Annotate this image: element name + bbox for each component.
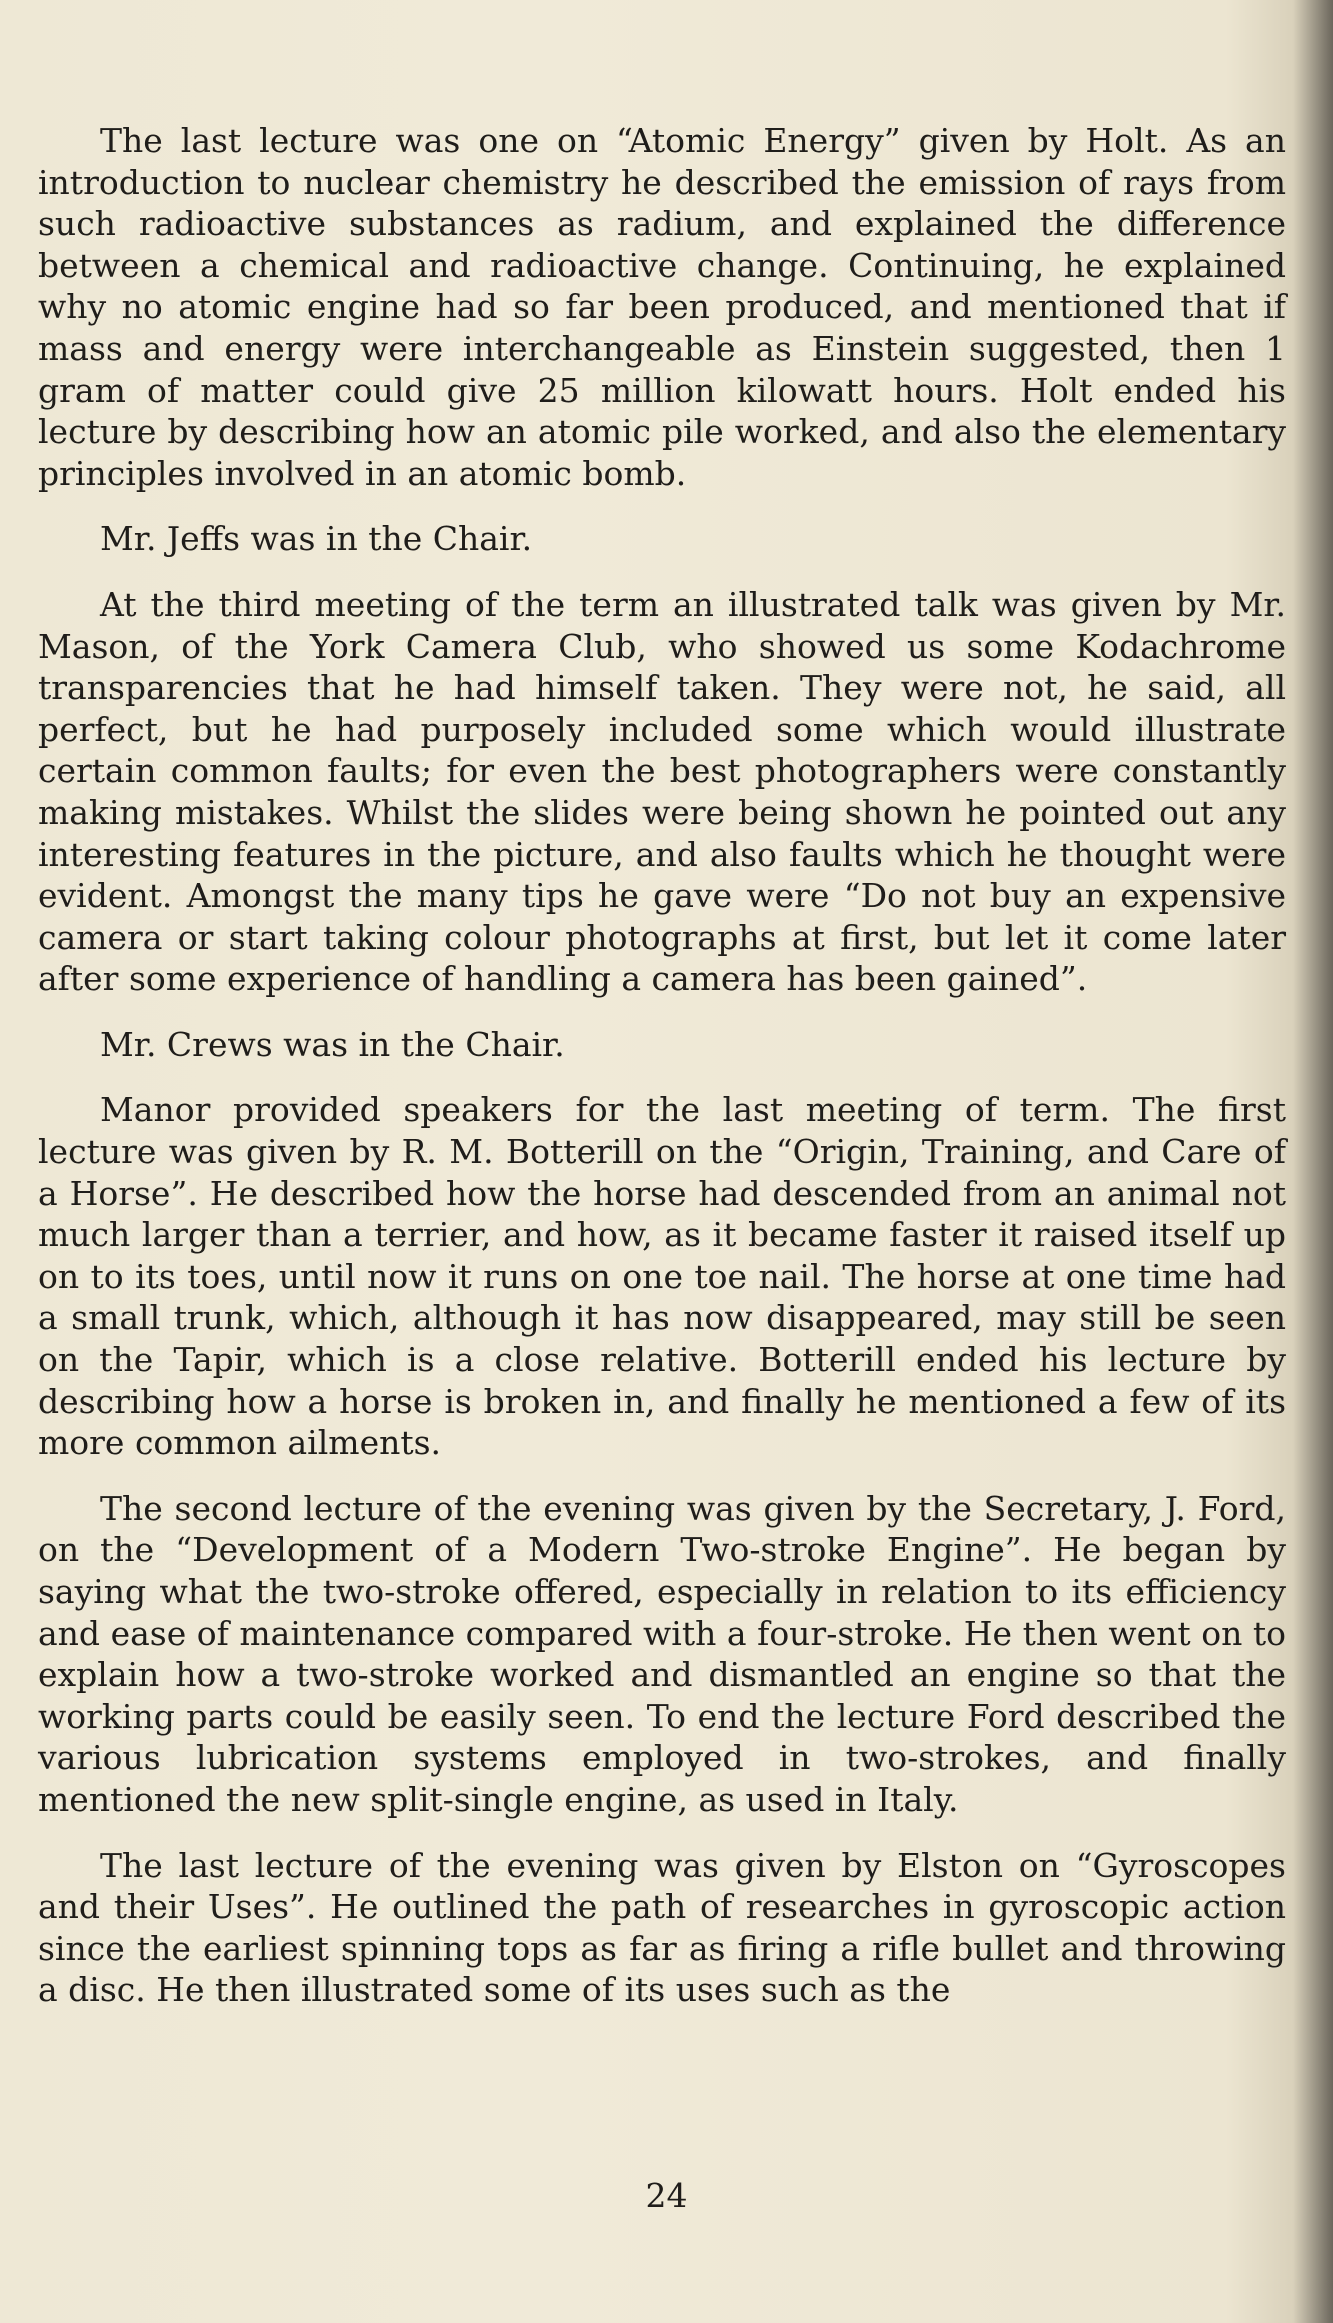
chair-note-jeffs: Mr. Jeffs was in the Chair.: [100, 519, 533, 559]
paragraph-atomic-energy: The last lecture was one on “Atomic Energy” given by Holt. As an introduction to nuclear chemistry he described the emission of rays from such radioactive substances as radium, and explained the difference between a chemical and radioactive change. Continuing, he explained why no atomic engine had so far been produced, and mentioned that if mass and energy were interchangeable as Einstein suggested, then 1 gram of matter could give 25 million kilowatt hours. Holt ended his lecture by describing how an atomic pile worked, and also the elementary principles involved in an atomic bomb.: [38, 121, 1286, 493]
chair-note-crews: Mr. Crews was in the Chair.: [100, 1024, 565, 1064]
body-text: [38, 120, 1286, 2035]
paragraph-camera-club: At the third meeting of the term an illustrated talk was given by Mr. Mason, of the York Camera Club, who showed us some Kodachrome transparencies that he had himself taken. They were not, he said, all perfect, but he had purposely included some which would illustrate certain common faults; for even the best photographers were constantly making mistakes. Whilst the slides were being shown he pointed out any interesting features in the picture, and also faults which he thought were evident. Amongst the many tips he gave were “Do not buy an expensive camera or start taking colour photographs at first, but let it come later after some experience of handling a camera has been gained”.: [38, 584, 1286, 999]
paragraph-two-stroke: The second lecture of the evening was given by the Secretary, J. Ford, on the “Development of a Modern Two-stroke Engine”. He began by saying what the two-stroke offered, especially in relation to its efficiency and ease of maintenance compared with a four-stroke. He then went on to explain how a two-stroke worked and dismantled an engine so that the working parts could be easily seen. To end the lecture Ford described the various lubrication systems employed in two-strokes, and finally mentioned the new split-single engine, as used in Italy.: [38, 1488, 1286, 1819]
page-number: 24: [645, 2176, 688, 2215]
paragraph-horse: Manor provided speakers for the last meeting of term. The first lecture was given by R. M. Botterill on the “Origin, Training, and Care of a Horse”. He described how the horse had descended from an animal not much larger than a terrier, and how, as it became faster it raised itself up on to its toes, until now it runs on one toe nail. The horse at one time had a small trunk, which, although it has now disappeared, may still be seen on the Tapir, which is a close relative. Botterill ended his lecture by describing how a horse is broken in, and finally he mentioned a few of its more common ailments.: [38, 1090, 1286, 1463]
paragraph-gyroscopes: The last lecture of the evening was given by Elston on “Gyroscopes and their Uses”. He outlined the path of researches in gyroscopic action since the earliest spinning tops as far as firing a rifle bullet and throwing a disc. He then illustrated some of its uses such as the: [38, 1845, 1286, 2010]
